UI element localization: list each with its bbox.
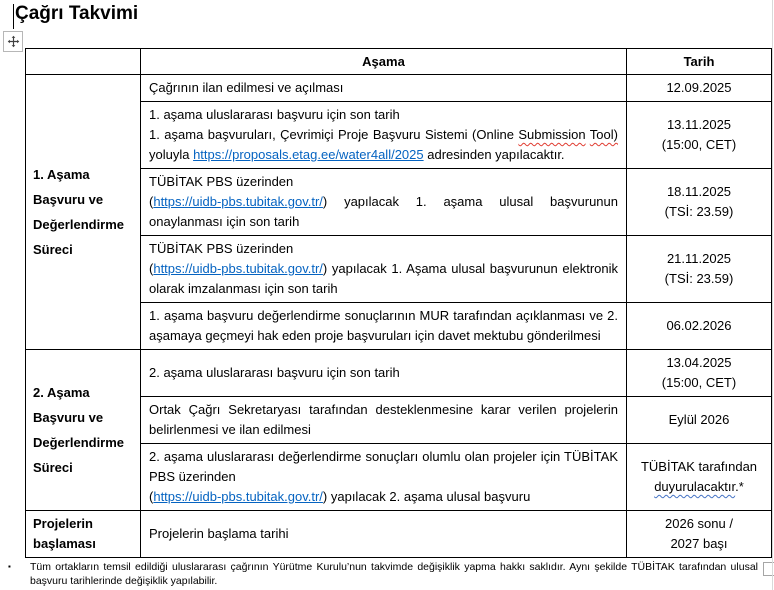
text-segment: (15:00, CET) <box>661 375 737 390</box>
stage-cell <box>141 75 627 102</box>
date-paragraph <box>631 115 767 155</box>
date-cell <box>627 444 772 511</box>
text-segment: TÜBİTAK PBS üzerinden <box>149 241 294 256</box>
date-paragraph <box>631 353 767 393</box>
stage-paragraph <box>149 172 618 232</box>
calendar-table-body <box>26 75 772 558</box>
table-header-date: Tarih <box>627 49 772 75</box>
date-paragraph <box>631 249 767 289</box>
stage-paragraph <box>149 524 618 544</box>
text-segment: (15:00, CET) <box>661 137 737 152</box>
text-segment: yoluyla <box>149 147 194 162</box>
text-segment: 2027 başı <box>670 536 728 551</box>
text-segment: ( <box>149 261 154 276</box>
date-cell <box>627 169 772 236</box>
stage-cell <box>141 169 627 236</box>
text-segment: 1. aşama başvuruları, Çevrimiçi Proje Başvuru Sistemi (Online <box>149 127 519 142</box>
hyperlink[interactable]: https://proposals.etag.ee/water4all/2025 <box>193 147 424 162</box>
section-label: Projelerin başlaması <box>26 511 141 558</box>
text-segment: 13.04.2025 <box>666 355 732 370</box>
text-segment: 1. aşama başvuru değerlendirme sonuçlarının MUR tarafından açıklanması ve 2. aşamaya geçmeyi hak eden proje başvuruları için davet mektubu gönderilmesi <box>149 308 618 343</box>
text-segment: 12.09.2025 <box>666 80 732 95</box>
date-cell <box>627 397 772 444</box>
text-segment: 06.02.2026 <box>666 318 732 333</box>
table-row <box>26 75 772 102</box>
document-title: Çağrı Takvimi <box>15 3 139 24</box>
stage-cell <box>141 397 627 444</box>
text-segment: 13.11.2025 <box>666 117 732 132</box>
table-row <box>26 511 772 558</box>
text-segment: 21.11.2025 <box>666 251 732 266</box>
text-segment: TÜBİTAK PBS üzerinden <box>149 174 294 189</box>
date-paragraph <box>631 410 767 430</box>
text-segment: 18.11.2025 <box>666 184 732 199</box>
stage-cell <box>141 350 627 397</box>
date-paragraph <box>631 78 767 98</box>
stage-paragraph <box>149 239 618 299</box>
bullet-icon: ▪ <box>8 562 11 571</box>
text-segment: 2. aşama uluslararası başvuru için son tarih <box>149 365 400 380</box>
stage-paragraph <box>149 400 618 440</box>
text-segment: Ortak Çağrı Sekretaryası tarafından desteklenmesine karar verilen projelerin belirlenmesi ve ilan edilmesi <box>149 402 618 437</box>
text-segment: (TSİ: 23.59) <box>664 271 734 286</box>
stage-paragraph <box>149 125 618 165</box>
stage-paragraph <box>149 447 618 507</box>
hyperlink[interactable]: https://uidb-pbs.tubitak.gov.tr/ <box>153 489 323 504</box>
hyperlink[interactable]: https://uidb-pbs.tubitak.gov.tr/ <box>153 194 323 209</box>
date-cell <box>627 102 772 169</box>
date-cell <box>627 350 772 397</box>
section-label: 2. Aşama Başvuru ve Değerlendirme Süreci <box>26 350 141 511</box>
misspelled-text: Tool) <box>589 127 618 142</box>
footnote <box>8 560 758 588</box>
date-paragraph <box>631 514 767 554</box>
stage-cell <box>141 303 627 350</box>
text-segment: 2. aşama uluslararası değerlendirme sonuçları olumlu olan projeler için TÜBİTAK PBS üzerinden <box>149 449 618 484</box>
text-segment: .* <box>735 479 744 494</box>
text-segment: ( <box>149 194 154 209</box>
page-edge-line <box>772 0 773 590</box>
header-corner-cell <box>26 49 141 75</box>
text-segment: adresinden yapılacaktır. <box>423 147 565 162</box>
text-segment: Çağrının ilan edilmesi ve açılması <box>149 80 344 95</box>
date-cell <box>627 511 772 558</box>
text-segment: ( <box>149 489 154 504</box>
stage-cell <box>141 444 627 511</box>
table-header-row <box>26 49 772 75</box>
text-segment: Projelerin başlama tarihi <box>149 526 289 541</box>
table-header-stage: Aşama <box>141 49 627 75</box>
text-segment: (TSİ: 23.59) <box>664 204 734 219</box>
stage-paragraph <box>149 105 618 125</box>
grammar-flagged-text: duyurulacaktır <box>654 479 736 494</box>
stage-paragraph <box>149 306 618 346</box>
stage-cell <box>141 102 627 169</box>
section-label: 1. Aşama Başvuru ve Değerlendirme Süreci <box>26 75 141 350</box>
calendar-table <box>25 48 772 558</box>
text-cursor <box>13 4 14 29</box>
stage-paragraph <box>149 363 618 383</box>
text-segment: 1. aşama uluslararası başvuru için son tarih <box>149 107 400 122</box>
table-row <box>26 350 772 397</box>
text-segment: ) yapılacak 1. aşama ulusal başvurunun onaylanması için son tarih <box>149 194 618 229</box>
text-segment: Eylül 2026 <box>668 412 730 427</box>
table-move-handle[interactable] <box>3 31 23 52</box>
date-cell <box>627 75 772 102</box>
date-cell <box>627 303 772 350</box>
date-paragraph <box>631 316 767 336</box>
stage-cell <box>141 511 627 558</box>
stage-cell <box>141 236 627 303</box>
move-arrows-icon <box>7 35 20 48</box>
text-segment: TÜBİTAK tarafından <box>640 459 758 474</box>
text-segment: ) yapılacak 1. Aşama ulusal başvurunun elektronik olarak imzalanması için son tarih <box>149 261 618 296</box>
date-cell <box>627 236 772 303</box>
text-segment: ) yapılacak 2. aşama ulusal başvuru <box>322 489 531 504</box>
stage-paragraph <box>149 78 618 98</box>
footnote-text: Tüm ortakların temsil edildiği uluslararası çağrının Yürütme Kurulu’nun takvimde değişiklik yapma hakkı saklıdır. Aynı şekilde TÜBİTAK tarafından ulusal başvuru tarihlerinde değişiklik yapılabilir. <box>30 561 758 587</box>
text-segment: 2026 sonu / <box>665 516 733 531</box>
misspelled-text: Submission <box>518 127 586 142</box>
hyperlink[interactable]: https://uidb-pbs.tubitak.gov.tr/ <box>153 261 323 276</box>
date-paragraph <box>631 457 767 497</box>
date-paragraph <box>631 182 767 222</box>
